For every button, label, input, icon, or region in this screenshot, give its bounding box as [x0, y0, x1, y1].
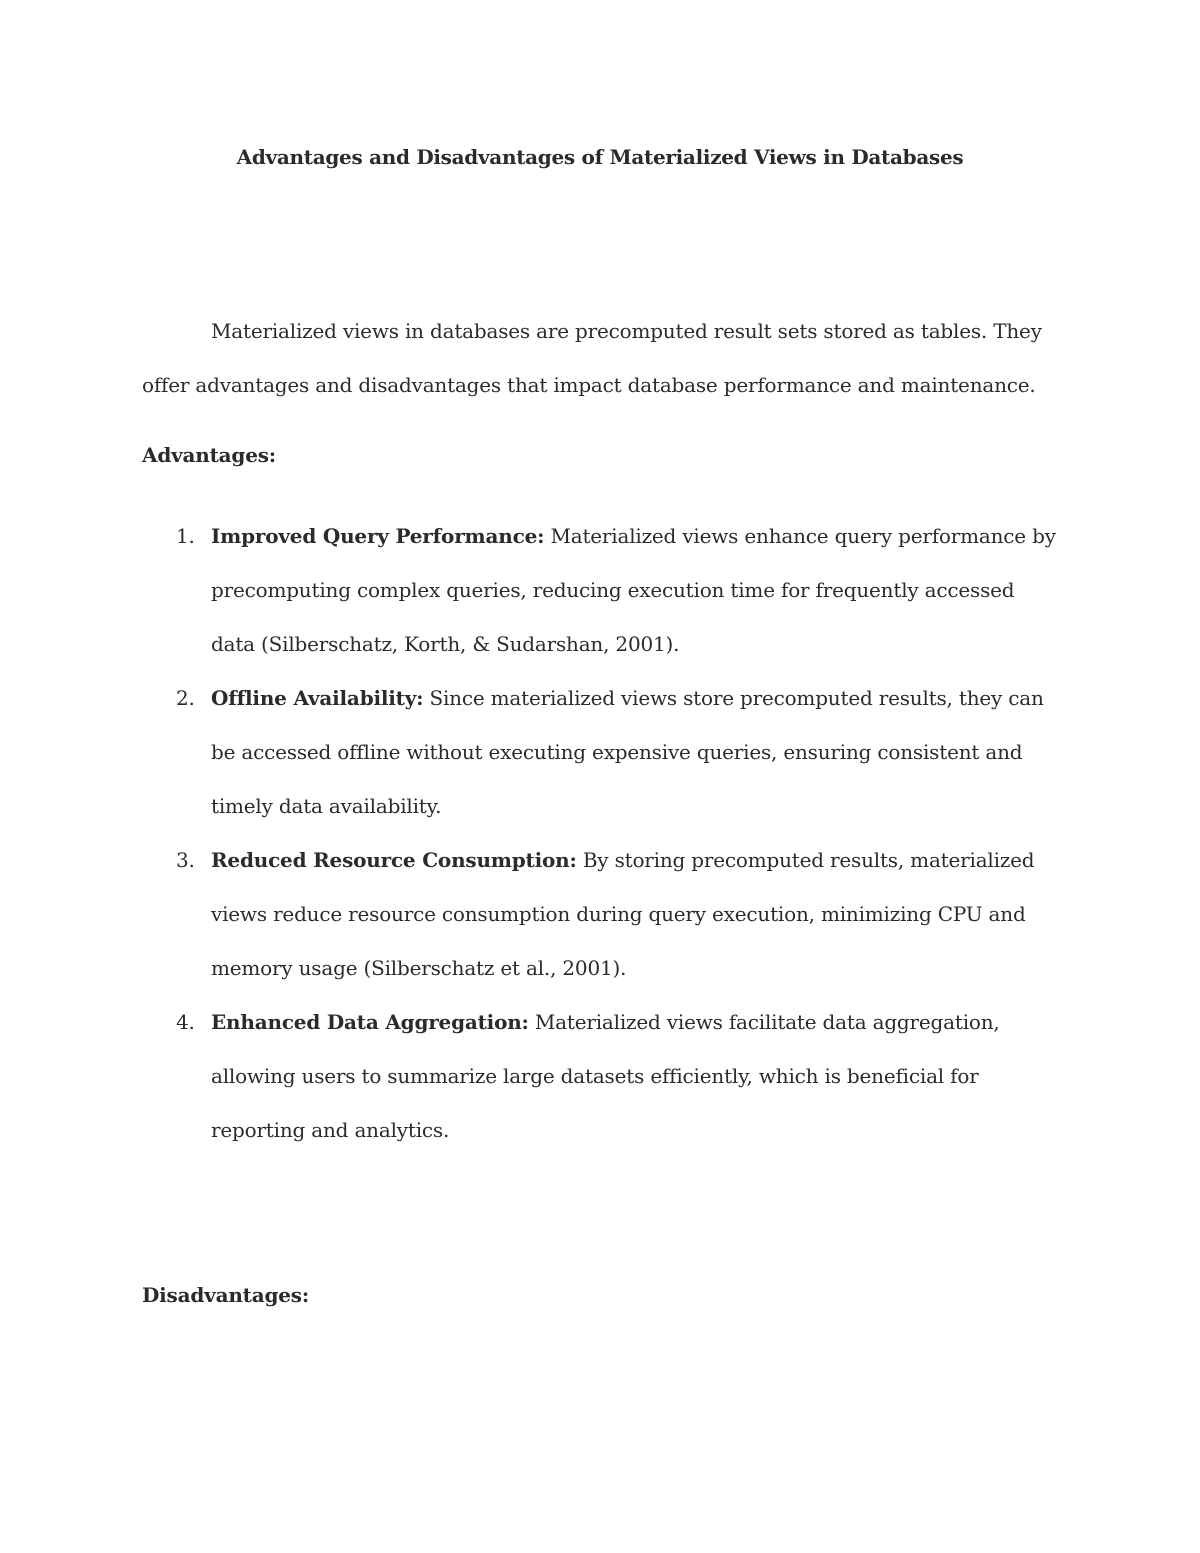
disadvantages-heading: Disadvantages: — [142, 1283, 310, 1307]
item-text: Materialized views enhance query performance by precomputing complex queries, reducing execution time for frequently accessed data (Silberschatz, Korth, & Sudarshan, 2001). — [211, 524, 1056, 656]
list-item — [142, 671, 1062, 833]
list-number: 1. — [176, 524, 195, 548]
item-term: Enhanced Data Aggregation: — [211, 1010, 529, 1034]
advantages-heading: Advantages: — [142, 443, 276, 467]
list-item — [142, 833, 1062, 995]
document-title: Advantages and Disadvantages of Materialized Views in Databases — [236, 145, 964, 169]
item-term: Reduced Resource Consumption: — [211, 848, 577, 872]
item-term: Offline Availability: — [211, 686, 424, 710]
list-number: 3. — [176, 848, 195, 872]
advantages-list — [142, 509, 1062, 1157]
intro-paragraph: Materialized views in databases are precomputed result sets stored as tables. They offer advantages and disadvantages that impact database performance and maintenance. — [142, 319, 1042, 397]
item-text: By storing precomputed results, materialized views reduce resource consumption during query execution, minimizing CPU and memory usage (Silberschatz et al., 2001). — [211, 848, 1035, 980]
item-text: Since materialized views store precomputed results, they can be accessed offline without executing expensive queries, ensuring consistent and timely data availability. — [211, 686, 1044, 818]
item-term: Improved Query Performance: — [211, 524, 545, 548]
list-number: 4. — [176, 1010, 195, 1034]
list-number: 2. — [176, 686, 195, 710]
item-text: Materialized views facilitate data aggregation, allowing users to summarize large datasets efficiently, which is beneficial for reporting and analytics. — [211, 1010, 1000, 1142]
list-item — [142, 995, 1062, 1157]
list-item — [142, 509, 1062, 671]
